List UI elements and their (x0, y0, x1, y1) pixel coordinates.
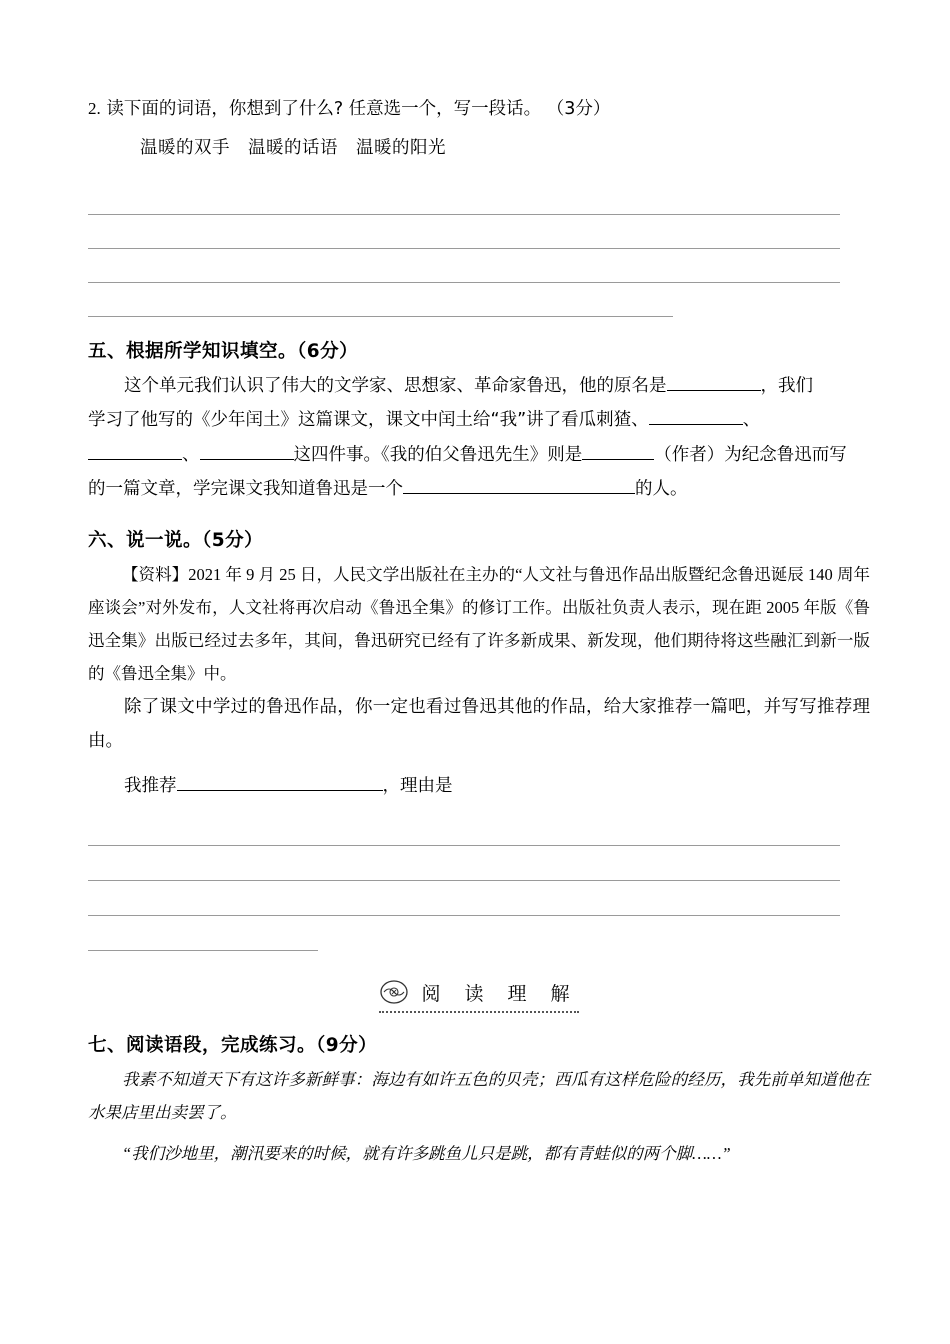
section-5-body-3 (88, 438, 870, 472)
section-6-recommend-line (124, 772, 870, 797)
s5-line3c: （作者）为纪念鲁迅而写 (654, 444, 847, 465)
answer-rule[interactable] (88, 215, 840, 249)
s5-blank-5[interactable] (582, 459, 654, 460)
s5-line2b: 、 (742, 410, 761, 431)
section-6-prompt: 除了课文中学过的鲁迅作品，你一定也看过鲁迅其他的作品，给大家推荐一篇吧，并写写推荐理由。 (88, 696, 870, 751)
s5-blank-3[interactable] (88, 459, 182, 460)
answer-rule[interactable] (88, 181, 840, 215)
s5-blank-4[interactable] (200, 459, 294, 460)
section-6-heading: 六、说一说。（5分） (88, 529, 264, 551)
answer-rule[interactable] (88, 881, 840, 916)
recommend-prefix: 我推荐 (124, 776, 177, 796)
answer-rule[interactable] (88, 811, 840, 846)
recommend-blank[interactable] (177, 790, 383, 791)
page-content (88, 96, 870, 1170)
s5-blank-2[interactable] (649, 424, 743, 425)
book-reading-icon (379, 977, 409, 1007)
banner-title: 阅 读 理 解 (421, 982, 579, 1005)
s5-blank-6[interactable] (403, 493, 635, 494)
s5-blank-1[interactable] (667, 390, 761, 391)
answer-rule[interactable] (88, 846, 840, 881)
section-7-heading: 七、阅读语段，完成练习。（9分） (88, 1035, 378, 1056)
s5-line4a: 的一篇文章，学完课文我知道鲁迅是一个 (88, 478, 403, 499)
section-5-body-4 (88, 472, 870, 506)
section-6-material: 【资料】2021 年 9 月 25 日，人民文学出版社在主办的“人文社与鲁迅作品出版暨纪念鲁迅诞辰 140 周年座谈会”对外发布，人文社将再次启动《鲁迅全集》的修订工作。出版社负责人表示，现在距 2005 年版《鲁迅全集》出版已经过去多年，其间，鲁迅研究已经有了许多新成果、新发现，他们期待将这些融汇到新一版的《鲁迅全集》中。 (88, 564, 870, 683)
section-6-answer-area[interactable] (88, 811, 870, 951)
section-7-para-2: “我们沙地里，潮汛要来的时候，就有许多跳鱼儿只是跳，都有青蛙似的两个脚……” (122, 1144, 731, 1163)
question-2-number: 2. (88, 99, 101, 118)
question-2-text: 读下面的词语，你想到了什么? 任意选一个，写一段话。 （3分） (106, 99, 611, 119)
recommend-suffix: ，理由是 (382, 776, 453, 796)
s5-line4b: 的人。 (635, 478, 688, 499)
answer-rule[interactable] (88, 249, 840, 283)
question-2 (88, 96, 870, 122)
s5-line1a: 这个单元我们认识了伟大的文学家、思想家、革命家鲁迅，他的原名是 (124, 376, 667, 397)
answer-rule[interactable] (88, 916, 318, 951)
s5-line3b: 这四件事。《我的伯父鲁迅先生》则是 (293, 444, 583, 465)
question-2-words: 温暖的双手 温暖的话语 温暖的阳光 (140, 138, 446, 159)
banner-inner (379, 977, 578, 1013)
s5-line2a: 学习了他写的《少年闰土》这篇课文，课文中闰土给“我”讲了看瓜刺猹、 (88, 410, 649, 431)
s5-line1b: ，我们 (760, 376, 813, 397)
section-5-body-2 (88, 403, 870, 437)
section-5-heading: 五、根据所学知识填空。（6分） (88, 341, 359, 363)
reading-comprehension-banner (88, 977, 870, 1013)
question-2-answer-area[interactable] (88, 181, 870, 317)
section-5-body (88, 369, 870, 403)
answer-rule[interactable] (88, 283, 673, 317)
section-7-para-1: 我素不知道天下有这许多新鲜事：海边有如许五色的贝壳；西瓜有这样危险的经历，我先前单知道他在水果店里出卖罢了。 (88, 1070, 870, 1122)
s5-line3a: 、 (182, 444, 200, 465)
